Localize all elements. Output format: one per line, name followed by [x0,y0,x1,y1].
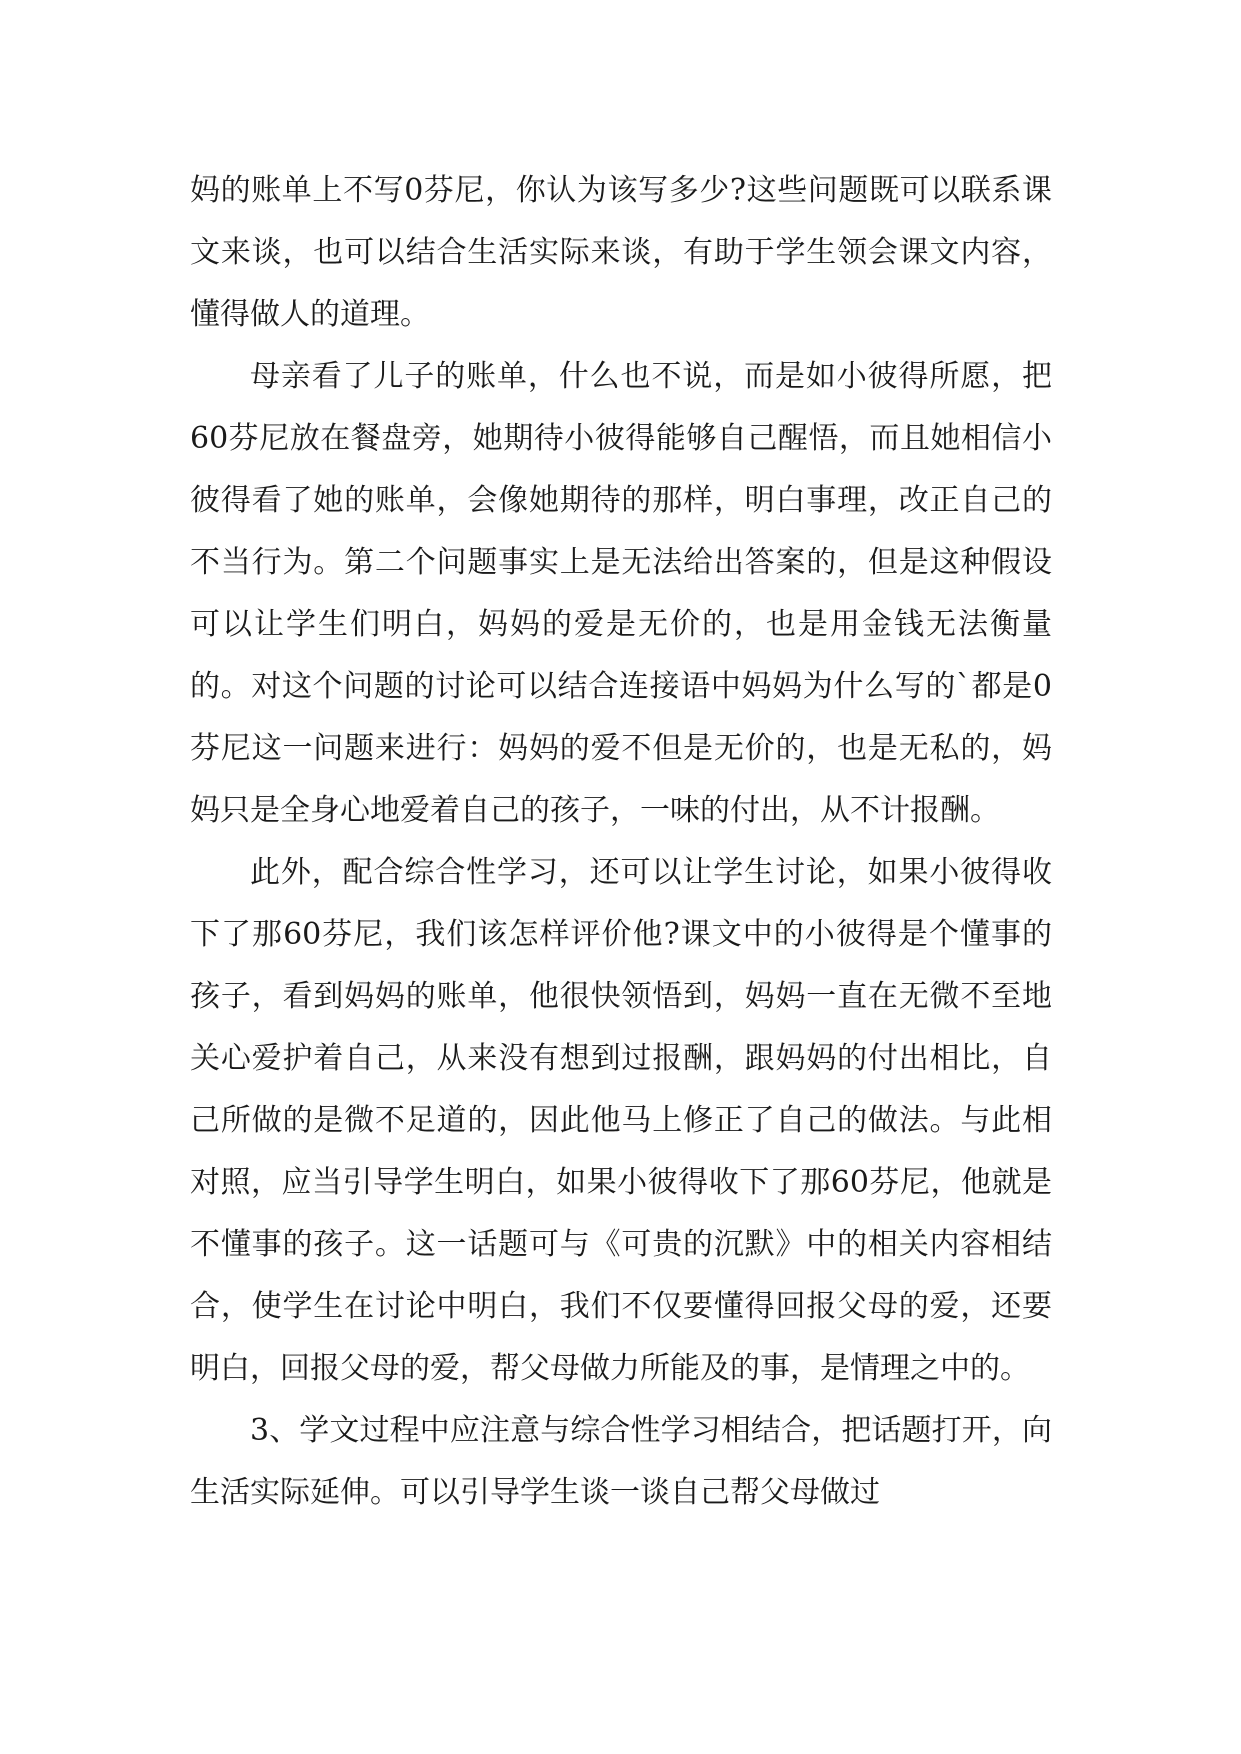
paragraph-3: 此外，配合综合性学习，还可以让学生讨论，如果小彼得收下了那60芬尼，我们该怎样评价他?课文中的小彼得是个懂事的孩子，看到妈妈的账单，他很快领悟到，妈妈一直在无微不至地关心爱护着自己，从来没有想到过报酬，跟妈妈的付出相比，自己所做的是微不足道的，因此他马上修正了自己的做法。与此相对照，应当引导学生明白，如果小彼得收下了那60芬尼，他就是不懂事的孩子。这一话题可与《可贵的沉默》中的相关内容相结合，使学生在讨论中明白，我们不仅要懂得回报父母的爱，还要明白，回报父母的爱，帮父母做力所能及的事，是情理之中的。 [190,855,1052,1386]
document-body [190,160,1052,1524]
paragraph-1: 妈的账单上不写0芬尼，你认为该写多少?这些问题既可以联系课文来谈，也可以结合生活实际来谈，有助于学生领会课文内容，懂得做人的道理。 [190,173,1052,332]
paragraph-2: 母亲看了儿子的账单，什么也不说，而是如小彼得所愿，把60芬尼放在餐盘旁，她期待小彼得能够自己醒悟，而且她相信小彼得看了她的账单，会像她期待的那样，明白事理，改正自己的不当行为。第二个问题事实上是无法给出答案的，但是这种假设可以让学生们明白，妈妈的爱是无价的，也是用金钱无法衡量的。对这个问题的讨论可以结合连接语中妈妈为什么写的`都是0芬尼这一问题来进行：妈妈的爱不但是无价的，也是无私的，妈妈只是全身心地爱着自己的孩子，一味的付出，从不计报酬。 [190,359,1052,828]
paragraph-4: 3、学文过程中应注意与综合性学习相结合，把话题打开，向生活实际延伸。可以引导学生谈一谈自己帮父母做过 [190,1413,1052,1510]
